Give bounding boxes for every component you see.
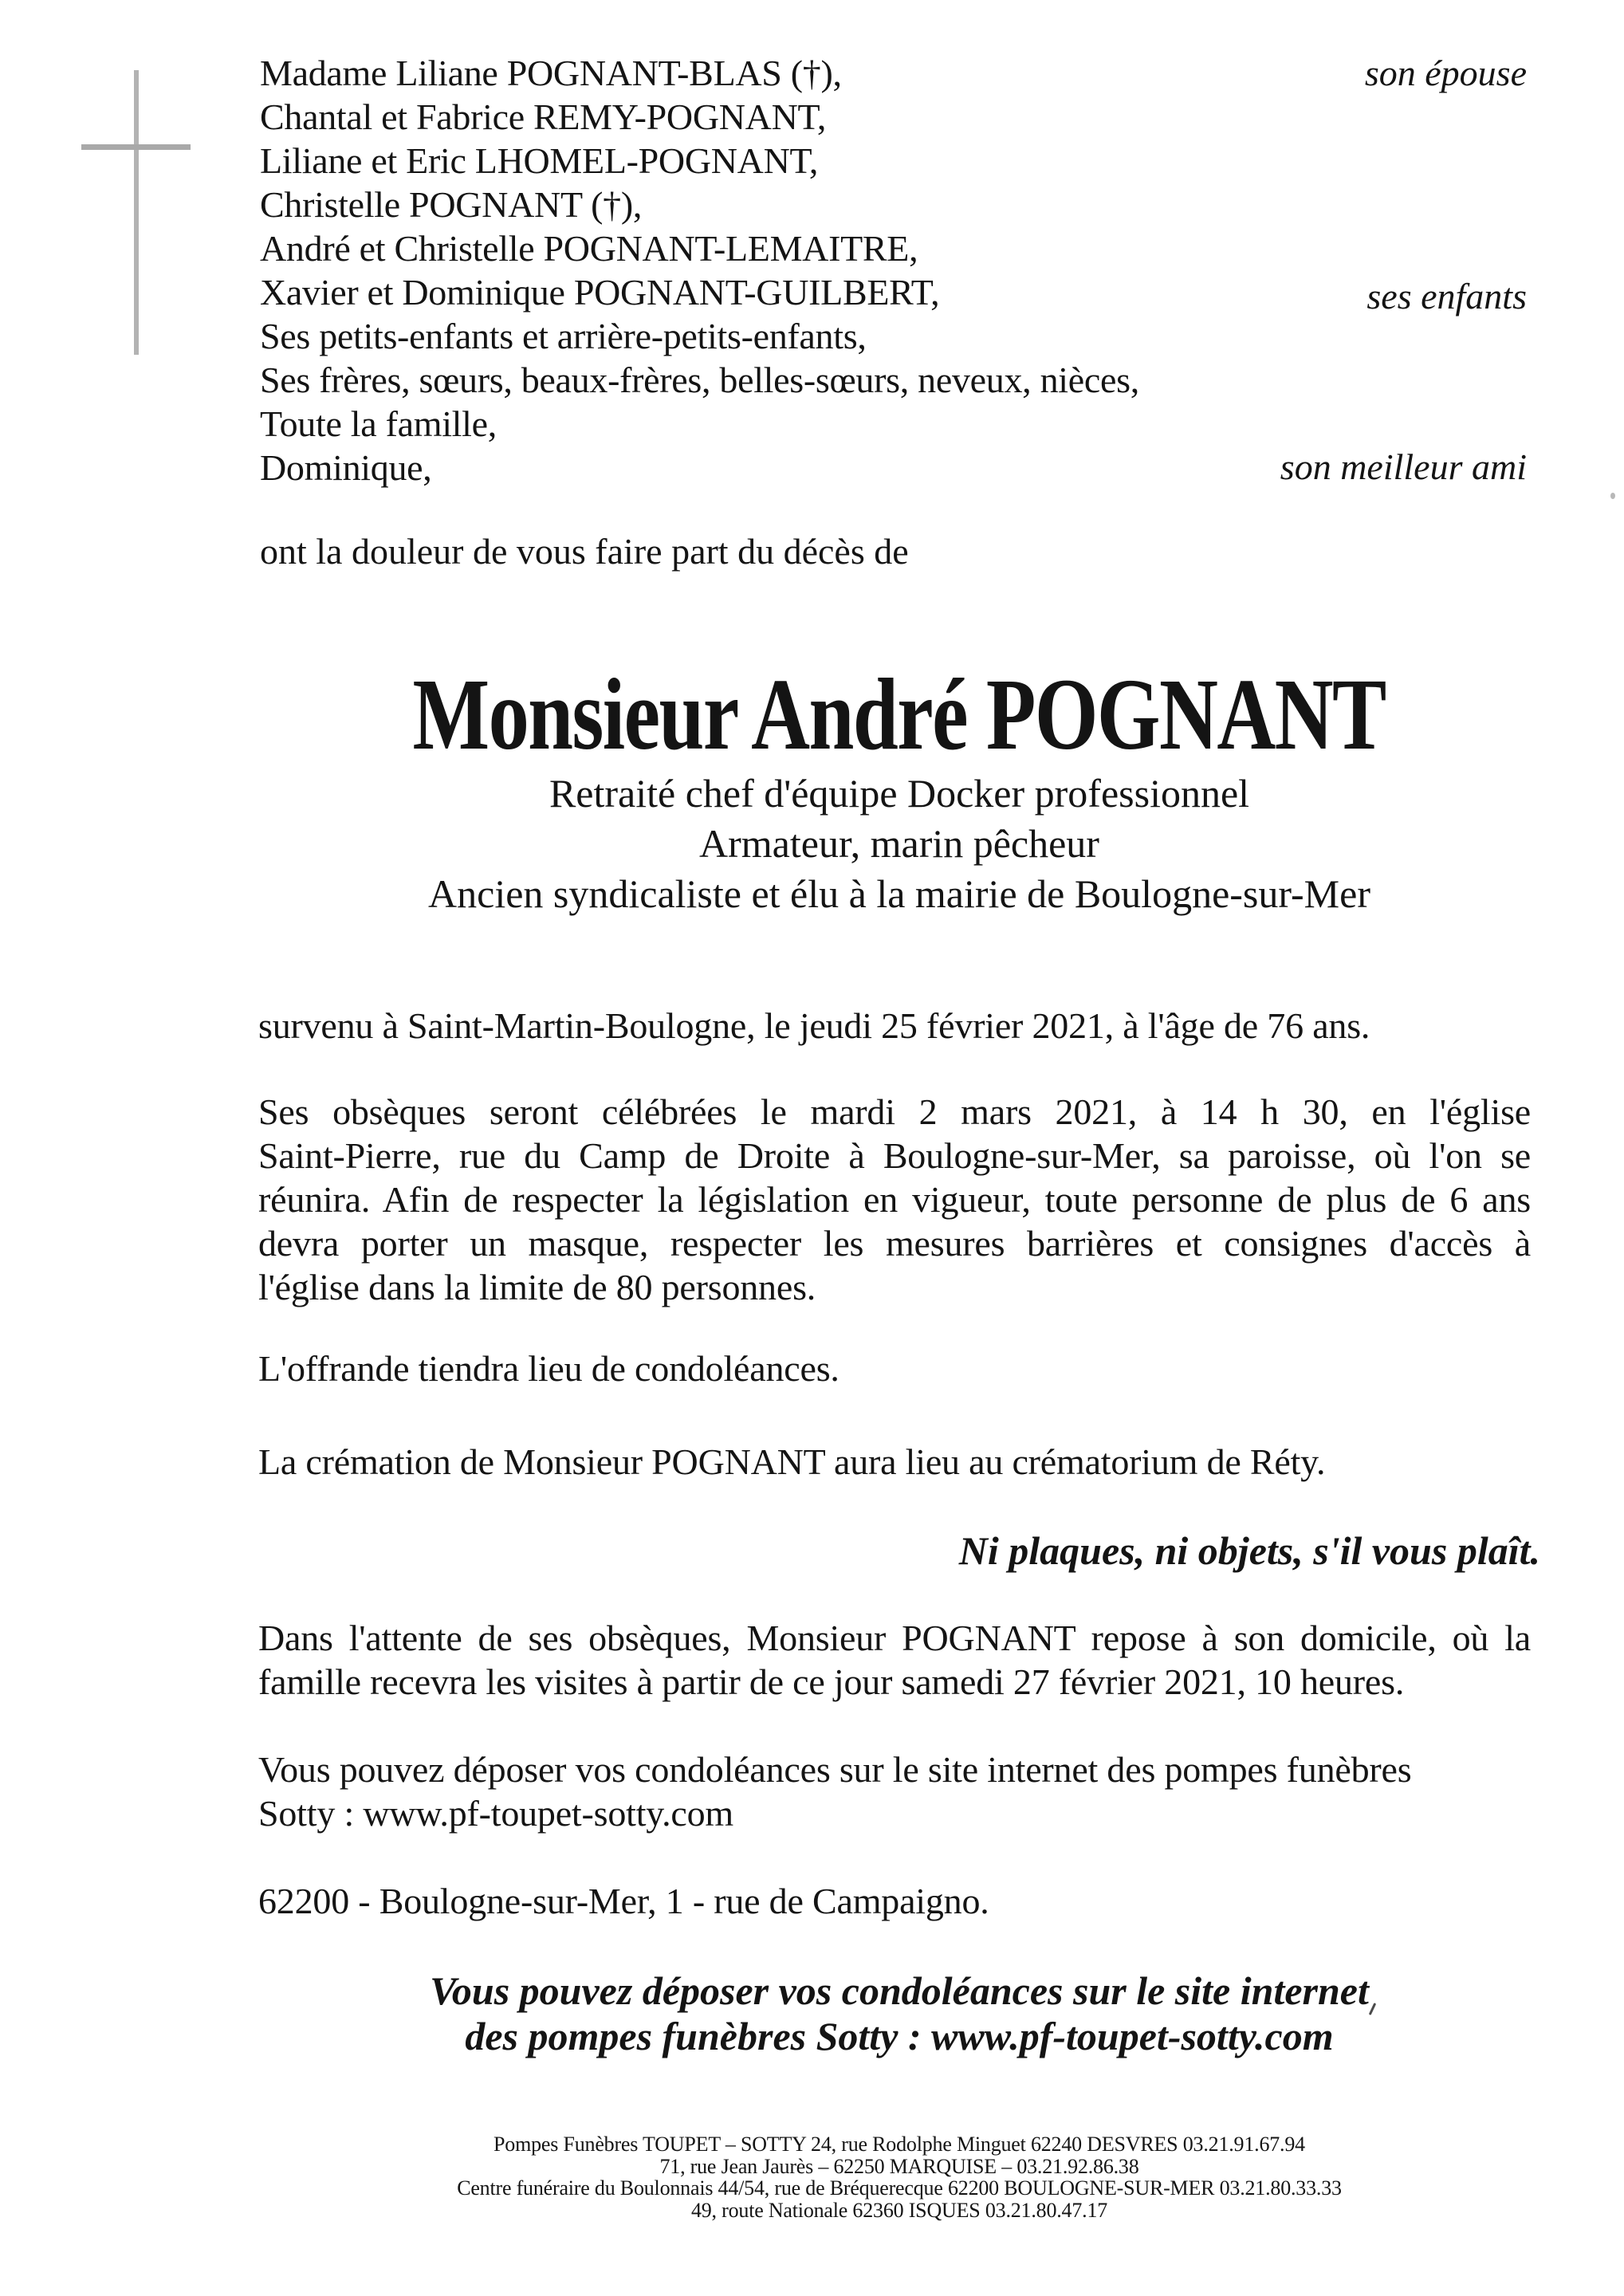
funeral-line-4: devra porter un masque, respecter les mesures barrières et consignes d'accès à (258, 1223, 1531, 1264)
offering-statement: L'offrande tiendra lieu de condoléances. (258, 1348, 840, 1389)
family-name-line-10: Dominique, (260, 447, 432, 488)
condolences-paragraph (258, 1748, 1531, 1835)
website-notice (255, 1968, 1543, 2059)
scan-artifact-dot (1610, 493, 1615, 499)
family-name-line-8: Ses frères, sœurs, beaux-frères, belles-sœurs, neveux, nièces, (260, 360, 1139, 400)
deceased-name-text: Monsieur André POGNANT (412, 658, 1386, 771)
family-name-line-4: Christelle POGNANT (†), (260, 184, 643, 225)
website-notice-line-2: des pompes funèbres Sotty : www.pf-toupet-sotty.com (465, 2014, 1334, 2058)
cremation-statement: La crémation de Monsieur POGNANT aura lieu au crématorium de Réty. (258, 1441, 1326, 1482)
deceased-subtitle-2: Armateur, marin pêcheur (699, 821, 1099, 866)
visitation-line-2: famille recevra les visites à partir de ce jour samedi 27 février 2021, 10 heures. (258, 1661, 1405, 1702)
visitation-paragraph (258, 1616, 1531, 1704)
cross-vertical-bar (134, 70, 139, 355)
family-name-line-7: Ses petits-enfants et arrière-petits-enfants, (260, 316, 867, 356)
family-names-list (260, 51, 1296, 489)
no-plaques-request: Ni plaques, ni objets, s'il vous plaît. (958, 1528, 1540, 1573)
family-name-line-1: Madame Liliane POGNANT-BLAS (†), (260, 53, 842, 93)
family-name-line-6: Xavier et Dominique POGNANT-GUILBERT, (260, 272, 940, 313)
death-statement: survenu à Saint-Martin-Boulogne, le jeudi 25 février 2021, à l'âge de 76 ans. (258, 1005, 1370, 1046)
relation-label-epouse: son épouse (1364, 53, 1527, 93)
family-name-line-3: Liliane et Eric LHOMEL-POGNANT, (260, 140, 819, 181)
deceased-subtitle-1: Retraité chef d'équipe Docker professionnel (549, 771, 1250, 816)
footer-line-4: 49, route Nationale 62360 ISQUES 03.21.80.47.17 (690, 2198, 1108, 2222)
relation-label-enfants: ses enfants (1366, 276, 1527, 316)
deceased-subtitle-3: Ancien syndicaliste et élu à la mairie de Boulogne-sur-Mer (428, 871, 1370, 916)
condolences-line-2: Sotty : www.pf-toupet-sotty.com (258, 1793, 734, 1834)
relation-label-ami: son meilleur ami (1280, 446, 1527, 487)
funeral-paragraph (258, 1090, 1531, 1309)
website-notice-line-1: Vous pouvez déposer vos condoléances sur le site internet (430, 1968, 1369, 2013)
footer-line-1: Pompes Funèbres TOUPET – SOTTY 24, rue Rodolphe Minguet 62240 DESVRES 03.21.91.67.94 (493, 2133, 1305, 2156)
deceased-name-title (255, 658, 1543, 771)
condolences-line-1: Vous pouvez déposer vos condoléances sur le site internet des pompes funèbres (258, 1749, 1412, 1790)
funeral-line-1: Ses obsèques seront célébrées le mardi 2 mars 2021, à 14 h 30, en l'église (258, 1091, 1531, 1132)
funeral-home-footer (255, 2133, 1543, 2221)
family-name-line-2: Chantal et Fabrice REMY-POGNANT, (260, 96, 827, 137)
family-name-line-5: André et Christelle POGNANT-LEMAITRE, (260, 228, 918, 269)
funeral-line-2: Saint-Pierre, rue du Camp de Droite à Boulogne-sur-Mer, sa paroisse, où l'on se (258, 1135, 1531, 1176)
family-name-line-9: Toute la famille, (260, 403, 497, 444)
footer-line-3: Centre funéraire du Boulonnais 44/54, rue de Bréquerecque 62200 BOULOGNE-SUR-MER 03.21.80.33.33 (457, 2176, 1342, 2200)
visitation-line-1: Dans l'attente de ses obsèques, Monsieur POGNANT repose à son domicile, où la (258, 1618, 1531, 1658)
footer-line-2: 71, rue Jean Jaurès – 62250 MARQUISE – 03.21.92.86.38 (659, 2154, 1139, 2178)
address-line: 62200 - Boulogne-sur-Mer, 1 - rue de Campaigno. (258, 1881, 989, 1921)
cross-horizontal-bar (81, 144, 191, 150)
announcement-intro: ont la douleur de vous faire part du décès de (260, 531, 909, 572)
funeral-line-3: réunira. Afin de respecter la législation en vigueur, toute personne de plus de 6 ans (258, 1179, 1531, 1220)
funeral-line-5: l'église dans la limite de 80 personnes. (258, 1267, 816, 1307)
deceased-subtitles (255, 769, 1543, 919)
